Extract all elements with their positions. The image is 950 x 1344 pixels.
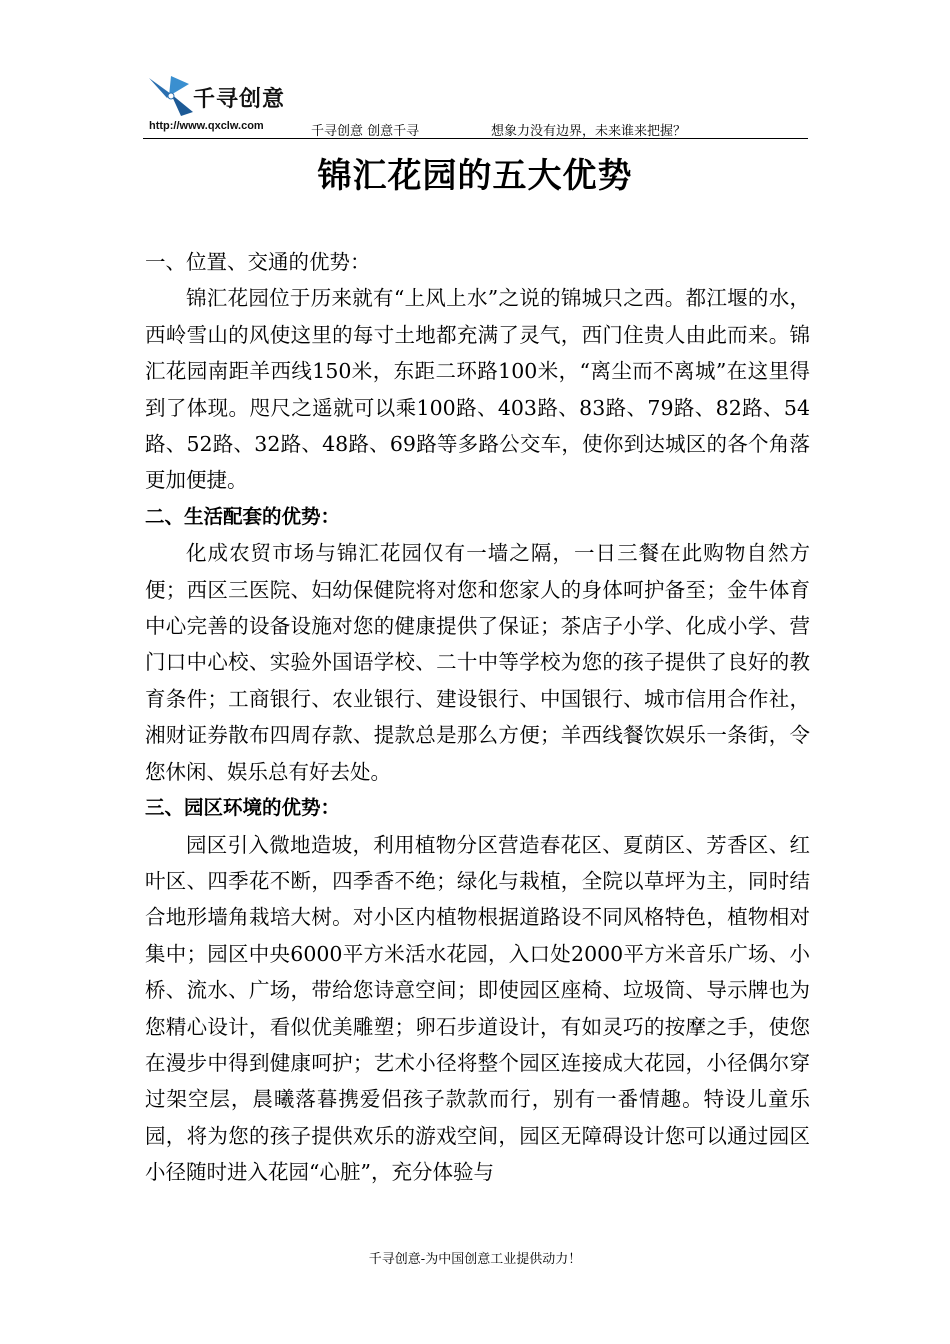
header-divider <box>143 138 808 139</box>
document-title: 锦汇花园的五大优势 <box>317 156 633 196</box>
logo-url: http://www.qxclw.com <box>149 120 264 132</box>
logo-name: 千寻创意 <box>193 87 286 112</box>
document-body <box>145 244 810 1191</box>
section-body-environment: 园区引入微地造坡，利用植物分区营造春花区、夏荫区、芳香区、红叶区、四季花不断，四季香不绝；绿化与栽植，全院以草坪为主，同时结合地形墙角栽培大树。对小区内植物根据道路设不同风格特色，植物相对集中；园区中央6000平方米活水花园，入口处2000平方米音乐广场、小桥、流水、广场，带给您诗意空间；即使园区座椅、垃圾筒、导示牌也为您精心设计，看似优美雕塑；卵石步道设计，有如灵巧的按摩之手，使您在漫步中得到健康呵护；艺术小径将整个园区连接成大花园，小径偶尔穿过架空层，晨曦落暮携爱侣孩子款款而行，别有一番情趣。特设儿童乐园，将为您的孩子提供欢乐的游戏空间，园区无障碍设计您可以通过园区小径随时进入花园“心脏”，充分体验与 <box>145 832 810 1185</box>
section-heading-location: 一、位置、交通的优势： <box>145 250 371 274</box>
header-tagline-right: 想象力没有边界，未来谁来把握？ <box>491 124 687 139</box>
section-heading-environment: 三、园区环境的优势： <box>145 796 341 820</box>
section-heading-amenities: 二、生活配套的优势： <box>145 504 341 528</box>
logo <box>145 72 305 132</box>
page-header <box>143 62 808 142</box>
page-footer: 千寻创意-为中国创意工业提供动力！ <box>368 1252 582 1267</box>
logo-star-icon <box>145 72 197 120</box>
header-tagline-left: 千寻创意 创意千寻 <box>311 124 420 139</box>
section-body-amenities: 化成农贸市场与锦汇花园仅有一墙之隔，一日三餐在此购物自然方便；西区三医院、妇幼保健院将对您和您家人的身体呵护备至；金牛体育中心完善的设备设施对您的健康提供了保证；茶店子小学、化成小学、营门口中心校、实验外国语学校、二十中等学校为您的孩子提供了良好的教育条件；工商银行、农业银行、建设银行、中国银行、城市信用合作社，湘财证券散布四周存款、提款总是那么方便；羊西线餐饮娱乐一条街，令您休闲、娱乐总有好去处。 <box>145 541 810 784</box>
section-body-location: 锦汇花园位于历来就有“上风上水”之说的锦城只之西。都江堰的水，西岭雪山的风使这里的每寸土地都充满了灵气，西门住贵人由此而来。锦汇花园南距羊西线150米，东距二环路100米，“离尘而不离城”在这里得到了体现。咫尺之遥就可以乘100路、403路、83路、79路、82路、54路、52路、32路、48路、69路等多路公交车，使你到达城区的各个角落更加便捷。 <box>145 286 810 493</box>
